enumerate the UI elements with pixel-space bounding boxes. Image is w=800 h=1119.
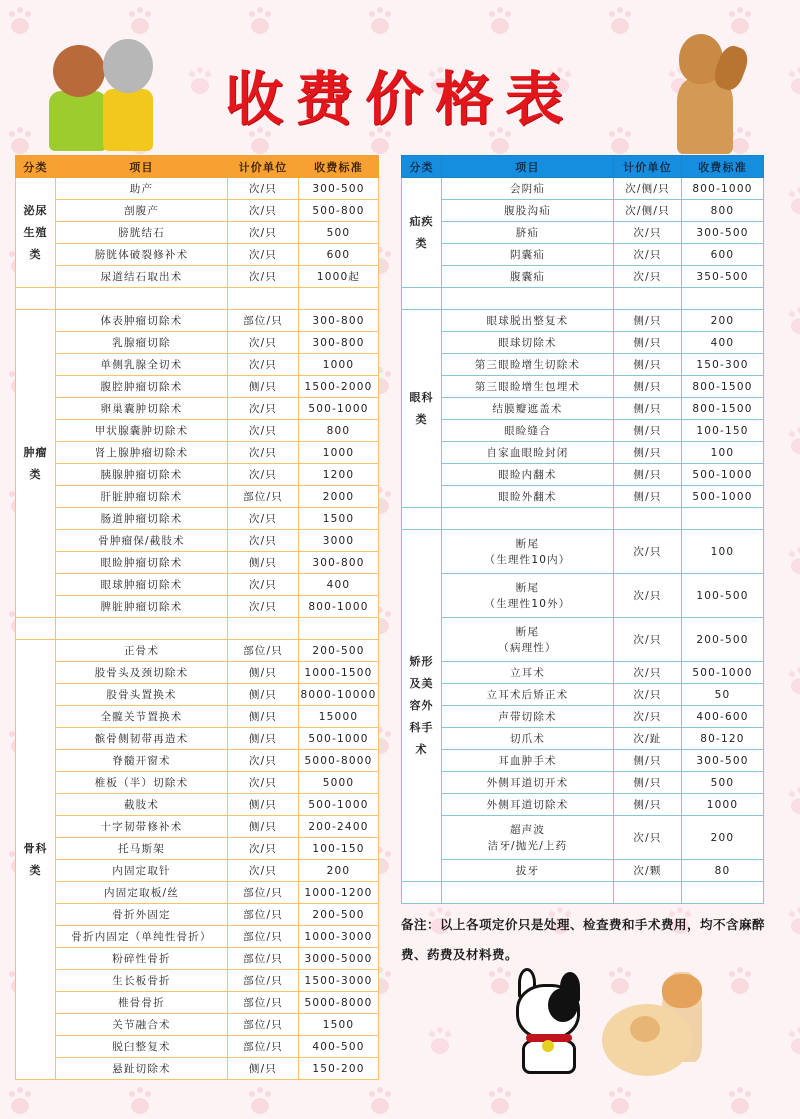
table-row [16, 596, 379, 618]
table-row [402, 750, 764, 772]
item-cell: 立耳术 [442, 662, 614, 684]
item-cell: 拔牙 [442, 860, 614, 882]
table-row [402, 244, 764, 266]
table-row [16, 816, 379, 838]
table-row [16, 266, 379, 288]
item-cell: 单侧乳腺全切术 [56, 354, 228, 376]
item-cell: 卵巢囊肿切除术 [56, 398, 228, 420]
price-cell: 80 [682, 860, 764, 882]
table-row [16, 574, 379, 596]
table-row [16, 1036, 379, 1058]
item-cell: 脐疝 [442, 222, 614, 244]
item-cell: 内固定取板/丝 [56, 882, 228, 904]
price-cell: 100 [682, 442, 764, 464]
table-row [16, 684, 379, 706]
price-cell: 80-120 [682, 728, 764, 750]
item-cell: 眼睑肿瘤切除术 [56, 552, 228, 574]
pomeranian-and-cat-image [596, 970, 716, 1080]
item-cell: 托马斯架 [56, 838, 228, 860]
item-detail: （生理性10内） [484, 553, 571, 566]
price-cell: 350-500 [682, 266, 764, 288]
unit-cell: 次/只 [228, 178, 299, 200]
price-cell: 1000 [299, 354, 379, 376]
price-cell: 800-1500 [682, 376, 764, 398]
table-row [16, 640, 379, 662]
item-cell: 立耳术后矫正术 [442, 684, 614, 706]
price-cell: 200-500 [682, 618, 764, 662]
unit-cell: 次/只 [228, 464, 299, 486]
item-cell: 正骨术 [56, 640, 228, 662]
price-cell: 1000-1500 [299, 662, 379, 684]
header-category: 分类 [402, 156, 442, 178]
price-cell: 600 [299, 244, 379, 266]
price-cell: 3000 [299, 530, 379, 552]
right-table-body [402, 178, 764, 904]
unit-cell: 次/侧/只 [614, 200, 682, 222]
table-row [16, 486, 379, 508]
item-cell: 生长板骨折 [56, 970, 228, 992]
price-cell: 5000-8000 [299, 992, 379, 1014]
unit-cell: 次/只 [228, 750, 299, 772]
unit-cell: 次/只 [614, 662, 682, 684]
unit-cell: 部位/只 [228, 1036, 299, 1058]
unit-cell: 部位/只 [228, 640, 299, 662]
unit-cell: 部位/只 [228, 948, 299, 970]
table-row [16, 926, 379, 948]
item-cell: 眼睑外翻术 [442, 486, 614, 508]
table-row [16, 904, 379, 926]
item-cell: 甲状腺囊肿切除术 [56, 420, 228, 442]
table-row [16, 552, 379, 574]
price-cell: 400 [299, 574, 379, 596]
unit-cell: 侧/只 [228, 706, 299, 728]
unit-cell: 侧/只 [614, 464, 682, 486]
table-row [402, 178, 764, 200]
unit-cell: 部位/只 [228, 486, 299, 508]
table-row [16, 772, 379, 794]
price-cell: 200-500 [299, 904, 379, 926]
unit-cell: 侧/只 [228, 794, 299, 816]
unit-cell: 侧/只 [614, 398, 682, 420]
price-cell: 100 [682, 530, 764, 574]
table-row [16, 310, 379, 332]
unit-cell: 次/只 [614, 574, 682, 618]
item-cell: 脱臼整复术 [56, 1036, 228, 1058]
unit-cell: 侧/只 [614, 420, 682, 442]
price-cell: 100-150 [299, 838, 379, 860]
table-row [402, 442, 764, 464]
unit-cell: 次/侧/只 [614, 178, 682, 200]
price-cell: 300-800 [299, 552, 379, 574]
category-cell: 泌尿生殖类 [16, 178, 56, 288]
table-row [16, 662, 379, 684]
item-detail: 洁牙/抛光/上药 [487, 839, 568, 852]
item-cell: 髌骨侧韧带再造术 [56, 728, 228, 750]
header-category: 分类 [16, 156, 56, 178]
unit-cell: 侧/只 [614, 794, 682, 816]
price-cell: 500-1000 [299, 794, 379, 816]
price-cell: 100-150 [682, 420, 764, 442]
table-row [16, 1058, 379, 1080]
item-cell [442, 816, 614, 860]
price-cell: 1200 [299, 464, 379, 486]
price-cell: 200 [682, 310, 764, 332]
table-row [402, 464, 764, 486]
table-row [16, 838, 379, 860]
item-cell: 乳腺瘤切除 [56, 332, 228, 354]
footnote: 备注：以上各项定价只是处理、检查费和手术费用，均不含麻醉费、药费及材料费。 [401, 917, 766, 962]
unit-cell: 次/只 [228, 530, 299, 552]
price-cell: 500 [299, 222, 379, 244]
table-row [402, 618, 764, 662]
table-row [16, 860, 379, 882]
item-cell: 椎骨骨折 [56, 992, 228, 1014]
table-row [16, 222, 379, 244]
unit-cell: 次/只 [228, 574, 299, 596]
price-cell: 300-500 [682, 750, 764, 772]
price-cell: 500-800 [299, 200, 379, 222]
item-cell: 眼球肿瘤切除术 [56, 574, 228, 596]
left-table-body [16, 178, 379, 1080]
item-cell: 内固定取针 [56, 860, 228, 882]
unit-cell: 次/只 [228, 860, 299, 882]
unit-cell: 次/只 [228, 266, 299, 288]
item-cell: 骨折内固定（单纯性骨折） [56, 926, 228, 948]
unit-cell: 侧/只 [228, 816, 299, 838]
price-cell: 800-1500 [682, 398, 764, 420]
table-row [16, 332, 379, 354]
price-cell: 500-1000 [682, 486, 764, 508]
item-cell: 脊髓开窗术 [56, 750, 228, 772]
table-row [16, 970, 379, 992]
unit-cell: 次/只 [228, 332, 299, 354]
item-cell [442, 574, 614, 618]
item-cell: 悬趾切除术 [56, 1058, 228, 1080]
unit-cell: 次/只 [228, 200, 299, 222]
price-cell: 300-800 [299, 310, 379, 332]
unit-cell: 侧/只 [228, 662, 299, 684]
french-bulldog-cartoon [512, 968, 588, 1076]
table-row [16, 244, 379, 266]
unit-cell: 侧/只 [614, 354, 682, 376]
unit-cell: 次/只 [228, 508, 299, 530]
item-cell: 自家血眼睑封闭 [442, 442, 614, 464]
price-cell: 300-500 [299, 178, 379, 200]
price-cell: 1000起 [299, 266, 379, 288]
unit-cell: 次/只 [614, 706, 682, 728]
table-row [402, 398, 764, 420]
price-cell: 1000 [682, 794, 764, 816]
price-cell: 400 [682, 332, 764, 354]
item-cell: 十字韧带修补术 [56, 816, 228, 838]
item-cell: 股骨头置换术 [56, 684, 228, 706]
left-price-table [15, 155, 379, 1080]
unit-cell: 部位/只 [228, 926, 299, 948]
unit-cell: 次/颗 [614, 860, 682, 882]
table-row [16, 464, 379, 486]
table-row [16, 530, 379, 552]
table-row [402, 772, 764, 794]
unit-cell: 次/只 [614, 222, 682, 244]
table-row [16, 508, 379, 530]
price-cell: 50 [682, 684, 764, 706]
price-cell: 2000 [299, 486, 379, 508]
item-cell: 剖腹产 [56, 200, 228, 222]
price-cell: 500-1000 [299, 728, 379, 750]
table-row [16, 354, 379, 376]
table-row [402, 486, 764, 508]
unit-cell: 部位/只 [228, 882, 299, 904]
item-cell: 椎板（半）切除术 [56, 772, 228, 794]
item-cell: 眼睑内翻术 [442, 464, 614, 486]
unit-cell: 侧/只 [228, 684, 299, 706]
price-cell: 400-600 [682, 706, 764, 728]
item-cell [442, 618, 614, 662]
unit-cell: 次/只 [614, 244, 682, 266]
table-row [16, 992, 379, 1014]
unit-cell: 次/只 [228, 596, 299, 618]
table-row [402, 266, 764, 288]
item-name: 断尾 [515, 625, 540, 638]
unit-cell: 次/只 [228, 354, 299, 376]
price-cell: 200-2400 [299, 816, 379, 838]
price-cell: 1000-1200 [299, 882, 379, 904]
table-row [402, 222, 764, 244]
item-detail: （生理性10外） [484, 597, 571, 610]
price-cell: 300-500 [682, 222, 764, 244]
item-cell: 结膜瓣遮盖术 [442, 398, 614, 420]
item-cell: 腹囊疝 [442, 266, 614, 288]
unit-cell: 次/只 [614, 266, 682, 288]
right-price-table [401, 155, 764, 904]
table-row [402, 530, 764, 574]
table-row [16, 178, 379, 200]
price-cell: 150-200 [299, 1058, 379, 1080]
item-cell: 肾上腺肿瘤切除术 [56, 442, 228, 464]
price-cell: 300-800 [299, 332, 379, 354]
table-row [16, 728, 379, 750]
item-cell: 外侧耳道切除术 [442, 794, 614, 816]
unit-cell: 侧/只 [614, 310, 682, 332]
unit-cell: 次/只 [228, 222, 299, 244]
unit-cell: 侧/只 [614, 332, 682, 354]
price-cell: 800 [682, 200, 764, 222]
price-cell: 200 [299, 860, 379, 882]
category-cell: 肿瘤类 [16, 310, 56, 618]
table-row [16, 1014, 379, 1036]
price-cell: 1500 [299, 1014, 379, 1036]
unit-cell: 部位/只 [228, 992, 299, 1014]
header-unit: 计价单位 [614, 156, 682, 178]
table-row [402, 728, 764, 750]
price-cell: 3000-5000 [299, 948, 379, 970]
unit-cell: 侧/只 [614, 772, 682, 794]
table-header-row [16, 156, 379, 178]
category-cell: 骨科类 [16, 640, 56, 1080]
unit-cell: 部位/只 [228, 1014, 299, 1036]
spacer-row [16, 618, 379, 640]
table-row [402, 376, 764, 398]
unit-cell: 次/只 [228, 420, 299, 442]
item-cell: 膀胱结石 [56, 222, 228, 244]
price-cell: 400-500 [299, 1036, 379, 1058]
item-cell: 股骨头及颈切除术 [56, 662, 228, 684]
item-name: 断尾 [515, 537, 540, 550]
header-item: 项目 [56, 156, 228, 178]
item-cell: 阴囊疝 [442, 244, 614, 266]
table-row [402, 310, 764, 332]
table-row [402, 684, 764, 706]
price-cell: 1500 [299, 508, 379, 530]
page-title: 收费价格表 [224, 65, 575, 133]
category-cell: 眼科类 [402, 310, 442, 508]
item-cell: 全髋关节置换术 [56, 706, 228, 728]
table-row [402, 860, 764, 882]
table-row [402, 354, 764, 376]
unit-cell: 侧/只 [614, 750, 682, 772]
price-cell: 500-1000 [682, 464, 764, 486]
item-cell: 眼睑缝合 [442, 420, 614, 442]
unit-cell: 次/只 [228, 772, 299, 794]
price-cell: 500-1000 [299, 398, 379, 420]
item-cell [442, 530, 614, 574]
item-cell: 会阴疝 [442, 178, 614, 200]
spacer-row [402, 882, 764, 904]
item-cell: 腹股沟疝 [442, 200, 614, 222]
table-row [402, 200, 764, 222]
table-row [402, 794, 764, 816]
unit-cell: 次/只 [228, 442, 299, 464]
spacer-row [16, 288, 379, 310]
unit-cell: 次/只 [614, 684, 682, 706]
unit-cell: 侧/只 [228, 728, 299, 750]
price-cell: 1500-2000 [299, 376, 379, 398]
item-cell: 肠道肿瘤切除术 [56, 508, 228, 530]
category-cell: 疝疾类 [402, 178, 442, 288]
item-cell: 胰腺肿瘤切除术 [56, 464, 228, 486]
price-cell: 800-1000 [682, 178, 764, 200]
unit-cell: 部位/只 [228, 970, 299, 992]
price-cell: 600 [682, 244, 764, 266]
item-cell: 第三眼睑增生切除术 [442, 354, 614, 376]
spacer-row [402, 508, 764, 530]
item-cell: 肝脏肿瘤切除术 [56, 486, 228, 508]
category-cell: 矫形及美容外科手术 [402, 530, 442, 882]
unit-cell: 部位/只 [228, 904, 299, 926]
unit-cell: 次/只 [614, 618, 682, 662]
price-cell: 1000 [299, 442, 379, 464]
table-row [402, 332, 764, 354]
item-cell: 外侧耳道切开术 [442, 772, 614, 794]
table-row [402, 706, 764, 728]
unit-cell: 侧/只 [614, 486, 682, 508]
spacer-row [402, 288, 764, 310]
unit-cell: 侧/只 [228, 376, 299, 398]
price-cell: 1000-3000 [299, 926, 379, 948]
item-cell: 腹腔肿瘤切除术 [56, 376, 228, 398]
unit-cell: 侧/只 [228, 1058, 299, 1080]
table-row [16, 794, 379, 816]
price-cell: 100-500 [682, 574, 764, 618]
table-row [402, 420, 764, 442]
table-row [16, 398, 379, 420]
price-cell: 200-500 [299, 640, 379, 662]
price-cell: 15000 [299, 706, 379, 728]
item-cell: 耳血肿手术 [442, 750, 614, 772]
item-cell: 骨折外固定 [56, 904, 228, 926]
price-cell: 150-300 [682, 354, 764, 376]
price-cell: 200 [682, 816, 764, 860]
item-cell: 助产 [56, 178, 228, 200]
item-cell: 第三眼睑增生包埋术 [442, 376, 614, 398]
unit-cell: 侧/只 [228, 552, 299, 574]
unit-cell: 次/只 [228, 244, 299, 266]
unit-cell: 次/只 [228, 838, 299, 860]
price-cell: 800 [299, 420, 379, 442]
unit-cell: 次/只 [228, 398, 299, 420]
item-cell: 脾脏肿瘤切除术 [56, 596, 228, 618]
item-detail: （病理性） [498, 641, 557, 654]
price-cell: 800-1000 [299, 596, 379, 618]
item-cell: 尿道结石取出术 [56, 266, 228, 288]
price-cell: 8000-10000 [299, 684, 379, 706]
price-cell: 500-1000 [682, 662, 764, 684]
unit-cell: 侧/只 [614, 376, 682, 398]
table-header-row [402, 156, 764, 178]
table-row [402, 816, 764, 860]
table-row [402, 662, 764, 684]
item-cell: 骨肿瘤保/截肢术 [56, 530, 228, 552]
table-row [16, 200, 379, 222]
header-price: 收费标准 [299, 156, 379, 178]
item-cell: 膀胱体破裂修补术 [56, 244, 228, 266]
item-cell: 截肢术 [56, 794, 228, 816]
table-row [16, 750, 379, 772]
price-cell: 5000 [299, 772, 379, 794]
header-item: 项目 [442, 156, 614, 178]
table-row [16, 706, 379, 728]
item-cell: 声带切除术 [442, 706, 614, 728]
unit-cell: 侧/只 [614, 442, 682, 464]
item-cell: 眼球切除术 [442, 332, 614, 354]
table-row [16, 882, 379, 904]
header-unit: 计价单位 [228, 156, 299, 178]
table-row [402, 574, 764, 618]
unit-cell: 次/趾 [614, 728, 682, 750]
item-cell: 关节融合术 [56, 1014, 228, 1036]
item-cell: 眼球脱出整复术 [442, 310, 614, 332]
unit-cell: 部位/只 [228, 310, 299, 332]
item-cell: 切爪术 [442, 728, 614, 750]
item-name: 断尾 [515, 581, 540, 594]
table-row [16, 420, 379, 442]
item-cell: 体表肿瘤切除术 [56, 310, 228, 332]
unit-cell: 次/只 [614, 530, 682, 574]
unit-cell: 次/只 [614, 816, 682, 860]
item-name: 超声波 [509, 823, 546, 836]
table-row [16, 948, 379, 970]
item-cell: 粉碎性骨折 [56, 948, 228, 970]
price-cell: 1500-3000 [299, 970, 379, 992]
price-cell: 500 [682, 772, 764, 794]
header-price: 收费标准 [682, 156, 764, 178]
table-row [16, 442, 379, 464]
price-cell: 5000-8000 [299, 750, 379, 772]
table-row [16, 376, 379, 398]
